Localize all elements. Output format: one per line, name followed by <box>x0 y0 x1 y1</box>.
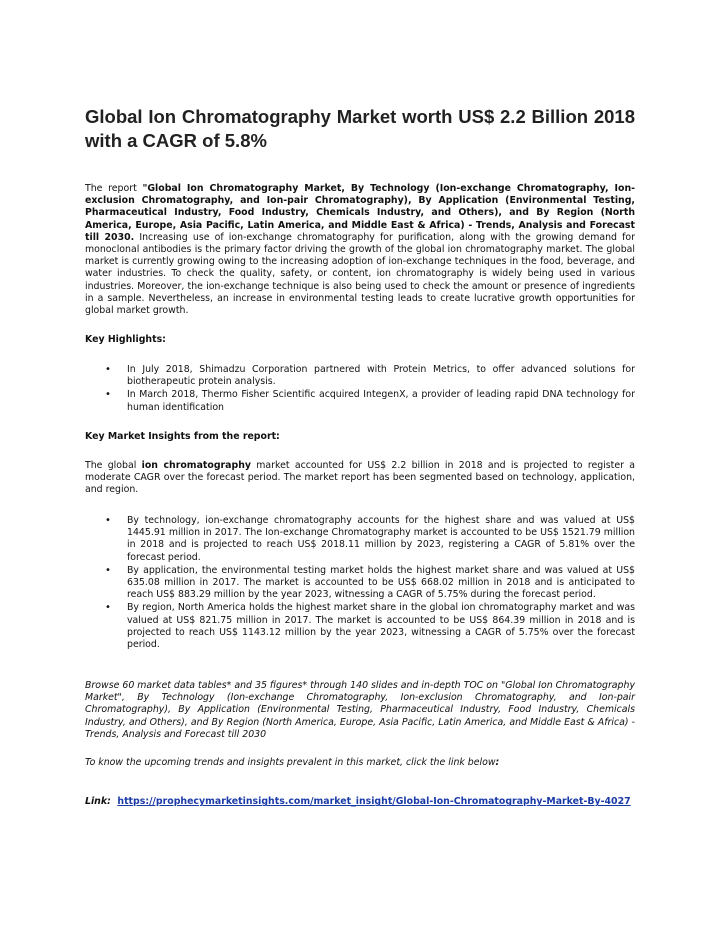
insights-list-block <box>85 515 635 651</box>
intro-lead: The report <box>85 183 143 194</box>
bullet-icon: • <box>105 364 111 375</box>
list-item <box>85 515 635 564</box>
list-item <box>85 364 635 388</box>
cta-paragraph <box>85 757 635 769</box>
report-link[interactable]: https://prophecymarketinsights.com/market_insight/Global-Ion-Chromatography-Market-By-4027 <box>117 796 631 808</box>
highlight-text: In March 2018, Thermo Fisher Scientific acquired IntegenX, a provider of leading rapid DNA technology for human identification <box>127 389 635 413</box>
insights-list <box>85 515 635 651</box>
link-label: Link: <box>85 796 111 808</box>
intro-paragraph <box>85 183 635 317</box>
page-title: Global Ion Chromatography Market worth US$ 2.2 Billion 2018 with a CAGR of 5.8% <box>85 106 635 151</box>
key-highlights-heading: Key Highlights: <box>85 334 166 345</box>
insights-lead: The global <box>85 460 142 471</box>
bullet-icon: • <box>105 564 111 576</box>
key-highlights-list-block <box>85 364 635 414</box>
cta-colon: : <box>495 757 500 768</box>
insights-body: market accounted for US$ 2.2 billion in 2018 and is projected to register a moderate CAGR over the forecast period. The market report has been segmented based on technology, application, and region. <box>85 460 636 496</box>
list-item <box>85 389 635 413</box>
link-block <box>85 787 635 818</box>
link-line <box>85 796 635 808</box>
list-item <box>85 565 635 602</box>
highlight-text: In July 2018, Shimadzu Corporation partnered with Protein Metrics, to offer advanced solutions for biotherapeutic protein analysis. <box>127 364 635 388</box>
report-title-text: "Global Ion Chromatography Market, By Technology (Ion-exchange Chromatography, Ion-exclusion Chromatography, and Ion-pair Chromatography), By Application (Environmental Testing, Pharmaceutical Industry, Food Industry, Chemicals Industry, and Others), and By Region (North America, Europe, Asia Pacific, Latin America, and Middle East & Africa) - Trends, Analysis and Forecast till 2030. <box>85 183 636 243</box>
bullet-icon: • <box>105 389 111 401</box>
insight-text: By application, the environmental testing market holds the highest market share and was valued at US$ 635.08 million in 2017. The market is accounted to be US$ 668.02 million in 2018 and is anticipated to reach US$ 883.29 million by the year 2023, witnessing a CAGR of 5.75% during the forecast period. <box>127 564 635 601</box>
browse-paragraph-block <box>85 680 635 741</box>
intro-paragraph-block <box>85 183 635 317</box>
list-item <box>85 602 635 651</box>
insights-paragraph-block <box>85 460 635 497</box>
cta-paragraph-block <box>85 757 635 769</box>
browse-paragraph: Browse 60 market data tables* and 35 figures* through 140 slides and in-depth TOC on "Global Ion Chromatography Market", By Technology (Ion-exchange Chromatography, Ion-exclusion Chromatography, and Ion-pair Chromatography), By Application (Environmental Testing, Pharmaceutical Industry, Food Industry, Chemicals Industry, and Others), and By Region (North America, Europe, Asia Pacific, Latin America, and Middle East & Africa) - Trends, Analysis and Forecast till 2030 <box>85 680 635 740</box>
bullet-icon: • <box>105 515 111 526</box>
insights-keyword: ion chromatography <box>141 460 251 471</box>
intro-body: Increasing use of ion-exchange chromatography for purification, along with the growing demand for monoclonal antibodies is the primary factor driving the growth of the global ion chromatography market. The global market is currently growing owing to the increasing adoption of ion-exchange techniques in the food, beverage, and water industries. To check the quality, safety, or content, ion chromatography is widely being used in various industries. Moreover, the ion-exchange technique is also being used to check the amount or presence of ingredients in a sample. Nevertheless, an increase in environmental testing leads to create lucrative growth opportunities for global market growth. <box>85 231 635 317</box>
key-highlights-section <box>85 334 635 346</box>
insight-text: By region, North America holds the highest market share in the global ion chromatography market and was valued at US$ 821.75 million in 2017. The market is accounted to be US$ 864.39 million in 2018 and is projected to reach US$ 1143.12 million by the year 2023, witnessing a CAGR of 5.75% over the forecast period. <box>127 602 635 651</box>
cta-text: To know the upcoming trends and insights prevalent in this market, click the link below <box>85 757 496 768</box>
bullet-icon: • <box>105 602 111 614</box>
insight-text: By technology, ion-exchange chromatography accounts for the highest share and was valued at US$ 1445.91 million in 2017. The Ion-exchange Chromatography market is accounted to be US$ 1521.79 million in 2018 and is projected to reach US$ 2018.11 million by 2023, registering a CAGR of 5.81% over the forecast period. <box>127 515 635 563</box>
key-highlights-list <box>85 364 635 414</box>
key-insights-section <box>85 431 635 443</box>
key-insights-heading: Key Market Insights from the report: <box>85 431 280 442</box>
insights-paragraph <box>85 460 635 497</box>
